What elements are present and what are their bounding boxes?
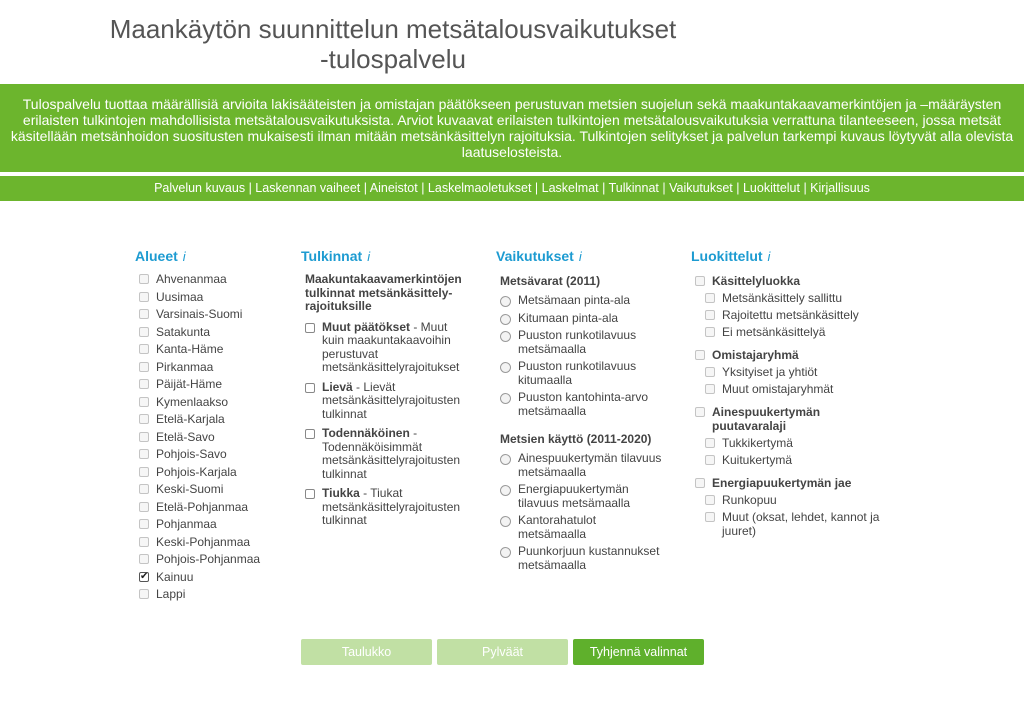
luokittelu-label: Tukkikertymä — [722, 436, 793, 450]
luokittelu-item[interactable] — [701, 325, 886, 339]
area-label: Kainuu — [156, 569, 194, 584]
vaikutus-item[interactable] — [496, 483, 666, 510]
vaikutus-item[interactable] — [496, 294, 666, 308]
tulkinta-text — [322, 487, 471, 528]
page-title-line-1: Maankäytön suunnittelun metsätalousvaikutukset — [109, 14, 677, 44]
luokittelu-group-label: Käsittelyluokka — [712, 274, 801, 288]
nav-link-1[interactable]: Laskennan vaiheet — [255, 181, 361, 195]
vaikutus-label: Puuston kantohinta-arvo metsämaalla — [518, 390, 649, 418]
area-label: Etelä-Karjala — [156, 412, 225, 426]
luokittelu-checkbox[interactable] — [705, 384, 715, 394]
vaikutus-label: Energiapuukertymän tilavuus metsämaalla — [518, 482, 631, 510]
luokittelu-group — [691, 274, 886, 339]
pylvaat-button[interactable]: Pylväät — [437, 639, 568, 665]
area-label: Pirkanmaa — [156, 359, 214, 374]
tulkinta-checkbox[interactable] — [305, 323, 315, 333]
luokittelu-checkbox[interactable] — [705, 310, 715, 320]
area-label: Pohjanmaa — [156, 517, 217, 531]
tulkinnat-heading — [301, 248, 471, 264]
area-item[interactable] — [135, 360, 285, 378]
area-item[interactable] — [135, 482, 285, 500]
alueet-heading — [135, 248, 285, 264]
luokittelu-checkbox[interactable] — [705, 293, 715, 303]
area-item[interactable] — [135, 307, 285, 325]
vaikutukset-heading — [496, 248, 666, 264]
tulkinta-item[interactable] — [301, 487, 471, 528]
tulkinta-name: Lievä — [322, 379, 353, 394]
tulkinta-text — [322, 427, 471, 481]
nav-link-3[interactable]: Laskelmaoletukset — [427, 181, 532, 195]
tulkinnat-subhead: Maakuntakaavamerkintöjen tulkinnat metsänkäsittely-rajoituksille — [305, 272, 462, 313]
vaikutus-label: Puunkorjuun kustannukset metsämaalla — [518, 544, 660, 572]
luokittelu-group — [691, 476, 886, 538]
vaikutus-item[interactable] — [496, 514, 666, 541]
intro-banner — [0, 84, 1024, 172]
nav-separator: | — [245, 181, 256, 195]
area-checkbox[interactable] — [139, 379, 149, 389]
luokittelu-item[interactable] — [701, 493, 886, 507]
taulukko-button[interactable]: Taulukko — [301, 639, 432, 665]
alueet-panel — [135, 248, 285, 605]
tulkinta-item[interactable] — [301, 381, 471, 422]
luokittelu-group-row[interactable] — [691, 274, 886, 288]
area-item[interactable] — [135, 465, 285, 483]
area-checkbox[interactable] — [139, 309, 149, 319]
vaikutus-radio[interactable] — [500, 485, 511, 496]
alueet-title: Alueet — [135, 248, 178, 264]
area-label: Lappi — [156, 587, 186, 601]
area-checkbox[interactable] — [139, 537, 149, 547]
tulkinta-item[interactable] — [301, 427, 471, 481]
luokittelu-sublist — [691, 365, 886, 396]
nav-link-2[interactable]: Aineistot — [369, 181, 418, 195]
nav-link-4[interactable]: Laskelmat — [541, 181, 599, 195]
vaikutus-item[interactable] — [496, 360, 666, 387]
luokittelu-group-row[interactable] — [691, 348, 886, 362]
area-label: Uusimaa — [156, 289, 204, 304]
vaikutus-group-heading: Metsien käyttö (2011-2020) — [500, 432, 652, 446]
area-label: Pohjois-Pohjanmaa — [156, 552, 261, 566]
tulkinta-name: Todennäköinen — [322, 426, 410, 440]
nav-separator: | — [799, 181, 811, 195]
vaikutus-label: Kitumaan pinta-ala — [518, 310, 619, 325]
luokittelu-item[interactable] — [701, 308, 886, 322]
area-checkbox[interactable] — [139, 274, 149, 284]
area-label: Ahvenanmaa — [156, 272, 227, 286]
area-checkbox[interactable] — [139, 344, 149, 354]
vaikutus-item[interactable] — [496, 329, 666, 356]
tulkinta-desc: - Lievät metsänkäsittelyrajoitusten tulkinnat — [322, 379, 461, 421]
area-checkbox[interactable] — [139, 397, 149, 407]
area-checkbox[interactable] — [139, 432, 149, 442]
luokittelu-label: Rajoitettu metsänkäsittely — [722, 308, 859, 322]
vaikutus-group-heading: Metsävarat (2011) — [500, 274, 601, 288]
nav-link-0[interactable]: Palvelun kuvaus — [154, 181, 246, 195]
area-checkbox[interactable] — [139, 554, 149, 564]
area-item[interactable] — [135, 377, 285, 395]
area-label: Etelä-Pohjanmaa — [156, 499, 249, 514]
nav-link-7[interactable]: Luokittelut — [742, 181, 800, 195]
luokittelu-checkbox[interactable] — [705, 327, 715, 337]
luokittelu-label: Kuitukertymä — [722, 453, 793, 467]
luokittelut-panel — [691, 248, 886, 547]
tulkinta-text — [322, 321, 471, 375]
vaikutus-radio[interactable] — [500, 362, 511, 373]
vaikutus-radio[interactable] — [500, 547, 511, 558]
page-title-line-2: -tulospalvelu — [320, 44, 466, 74]
luokittelu-group-checkbox[interactable] — [695, 478, 705, 488]
area-list — [135, 272, 285, 605]
nav-separator: | — [658, 181, 670, 195]
nav-link-6[interactable]: Vaikutukset — [669, 181, 733, 195]
luokittelu-group-checkbox[interactable] — [695, 350, 705, 360]
luokittelu-item[interactable] — [701, 365, 886, 379]
tulkinnat-info-icon[interactable]: i — [367, 249, 371, 264]
area-item[interactable] — [135, 535, 285, 553]
clear-selections-button[interactable]: Tyhjennä valinnat — [573, 639, 704, 665]
luokittelu-checkbox[interactable] — [705, 438, 715, 448]
luokittelut-info-icon[interactable]: i — [767, 249, 771, 264]
vaikutus-item[interactable] — [496, 391, 666, 418]
luokittelu-group-label: Omistajaryhmä — [712, 348, 799, 362]
area-item[interactable] — [135, 500, 285, 518]
tulkinta-checkbox[interactable] — [305, 383, 315, 393]
tulkinta-desc: - Muut kuin maakuntakaavoihin perustuvat metsänkäsittelyrajoitukset — [322, 319, 460, 374]
tulkinta-name: Tiukka — [322, 486, 360, 500]
area-checkbox[interactable] — [139, 519, 149, 529]
nav-link-5[interactable]: Tulkinnat — [608, 181, 659, 195]
luokittelu-checkbox[interactable] — [705, 367, 715, 377]
area-checkbox[interactable] — [139, 484, 149, 494]
area-item[interactable] — [135, 552, 285, 570]
luokittelu-group-checkbox[interactable] — [695, 407, 705, 417]
vaikutukset-panel — [496, 248, 666, 576]
nav-bar — [0, 176, 1024, 201]
area-label: Pohjois-Savo — [156, 447, 227, 461]
nav-separator: | — [732, 181, 743, 195]
area-label: Keski-Pohjanmaa — [156, 534, 251, 549]
area-item[interactable] — [135, 325, 285, 343]
luokittelu-label: Metsänkäsittely sallittu — [722, 291, 843, 305]
luokittelu-sublist — [691, 493, 886, 538]
vaikutus-item[interactable] — [496, 452, 666, 479]
area-item[interactable] — [135, 290, 285, 308]
area-label: Kanta-Häme — [156, 342, 224, 356]
vaikutus-label: Ainespuukertymän tilavuus metsämaalla — [518, 451, 662, 479]
area-label: Pohjois-Karjala — [156, 464, 237, 479]
intro-text: Tulospalvelu tuottaa määrällisiä arvioita lakisääteisten ja omistajan päätökseen perustuvan metsien suojelun sekä maakuntakaavamerkintöjen ja –määräysten erilaisten tulkintojen mahdollisista metsätalousvaikutuksista. Arviot kuvaavat erilaisten tulkintojen metsätalousvaikutuksia verrattuna tilanteeseen, jossa metsät käsitellään metsänhoidon suositusten mukaisesti ilman mitään metsänkäsittelyn rajoituksia. Tulkintojen selitykset ja palvelun tarkempi kuvaus löytyvät alla olevista laatuselosteista. — [10, 96, 1014, 160]
luokittelu-group-row[interactable] — [691, 476, 886, 490]
nav-separator: | — [598, 181, 609, 195]
luokittelu-checkbox[interactable] — [705, 512, 715, 522]
vaikutus-radio[interactable] — [500, 331, 511, 342]
area-checkbox[interactable]: ✔ — [140, 570, 149, 582]
luokittelu-item[interactable] — [701, 436, 886, 450]
nav-separator: | — [531, 181, 542, 195]
luokittelu-group — [691, 405, 886, 467]
area-label: Varsinais-Suomi — [156, 307, 243, 321]
area-item[interactable] — [135, 412, 285, 430]
vaikutukset-title: Vaikutukset — [496, 248, 574, 264]
area-label: Kymenlaakso — [156, 394, 229, 409]
luokittelu-label: Runkopuu — [722, 493, 777, 507]
tulkinta-desc: - Todennäköisimmät metsänkäsittelyrajoitusten tulkinnat — [322, 426, 461, 481]
tulkinnat-panel — [301, 248, 471, 534]
tulkinta-text — [322, 381, 471, 422]
area-checkbox[interactable] — [139, 292, 149, 302]
luokittelu-label: Yksityiset ja yhtiöt — [722, 365, 818, 379]
area-label: Päijät-Häme — [156, 377, 223, 391]
area-label: Etelä-Savo — [156, 429, 215, 444]
tulkinta-desc: - Tiukat metsänkäsittelyrajoitusten tulkinnat — [322, 486, 461, 527]
area-checkbox[interactable] — [139, 362, 149, 372]
nav-separator: | — [360, 181, 370, 195]
vaikutus-item[interactable] — [496, 545, 666, 572]
vaikutus-radio[interactable] — [500, 296, 511, 307]
luokittelu-checkbox[interactable] — [705, 455, 715, 465]
luokittelu-checkbox[interactable] — [705, 495, 715, 505]
area-checkbox[interactable] — [139, 327, 149, 337]
tulkinnat-title: Tulkinnat — [301, 248, 363, 264]
tulkinta-checkbox[interactable] — [305, 489, 315, 499]
tulkinta-item[interactable] — [301, 321, 471, 375]
luokittelu-label: Muut omistajaryhmät — [722, 382, 834, 396]
area-checkbox[interactable] — [139, 589, 149, 599]
vaikutus-item[interactable] — [496, 312, 666, 326]
luokittelu-group-checkbox[interactable] — [695, 276, 705, 286]
luokittelu-group-label: Energiapuukertymän jae — [712, 476, 852, 490]
vaikutus-label: Puuston runkotilavuus kitumaalla — [518, 359, 637, 387]
area-item[interactable] — [135, 395, 285, 413]
luokittelut-list — [691, 274, 886, 538]
area-checkbox[interactable] — [139, 467, 149, 477]
vaikutukset-info-icon[interactable]: i — [578, 249, 582, 264]
nav-separator: | — [417, 181, 428, 195]
tulkinnat-list — [301, 321, 471, 528]
luokittelu-sublist — [691, 291, 886, 339]
area-checkbox[interactable] — [139, 449, 149, 459]
vaikutus-radio[interactable] — [500, 516, 511, 527]
luokittelut-title: Luokittelut — [691, 248, 763, 264]
vaikutus-label: Metsämaan pinta-ala — [518, 293, 631, 307]
nav-link-8[interactable]: Kirjallisuus — [810, 181, 870, 195]
luokittelu-item[interactable] — [701, 510, 886, 538]
luokittelu-label: Muut (oksat, lehdet, kannot ja juuret) — [722, 510, 880, 538]
area-checkbox[interactable] — [139, 502, 149, 512]
vaikutus-radio[interactable] — [500, 454, 511, 465]
luokittelu-sublist — [691, 436, 886, 467]
vaikutukset-list — [496, 274, 666, 572]
alueet-info-icon[interactable]: i — [182, 249, 186, 264]
area-checkbox[interactable] — [139, 414, 149, 424]
luokittelu-group — [691, 348, 886, 396]
luokittelu-group-row[interactable] — [691, 405, 886, 433]
area-item[interactable] — [135, 587, 285, 605]
area-item[interactable] — [135, 430, 285, 448]
vaikutus-label: Kantorahatulot metsämaalla — [518, 513, 597, 541]
tulkinta-name: Muut päätökset — [322, 319, 411, 334]
area-label: Satakunta — [156, 324, 211, 339]
luokittelu-group-label: Ainespuukertymän puutavaralaji — [712, 405, 821, 433]
vaikutus-radio[interactable] — [500, 393, 511, 404]
area-item[interactable] — [135, 342, 285, 360]
luokittelu-label: Ei metsänkäsittelyä — [722, 325, 826, 339]
area-item[interactable] — [135, 517, 285, 535]
luokittelu-item[interactable] — [701, 382, 886, 396]
luokittelu-item[interactable] — [701, 291, 886, 305]
page-title — [108, 14, 678, 74]
tulkinta-checkbox[interactable] — [305, 429, 315, 439]
luokittelut-heading — [691, 248, 886, 264]
area-label: Keski-Suomi — [156, 482, 224, 496]
area-item[interactable] — [135, 447, 285, 465]
vaikutus-radio[interactable] — [500, 314, 511, 325]
area-item[interactable] — [135, 570, 285, 588]
vaikutus-label: Puuston runkotilavuus metsämaalla — [518, 328, 637, 356]
luokittelu-item[interactable] — [701, 453, 886, 467]
area-item[interactable] — [135, 272, 285, 290]
